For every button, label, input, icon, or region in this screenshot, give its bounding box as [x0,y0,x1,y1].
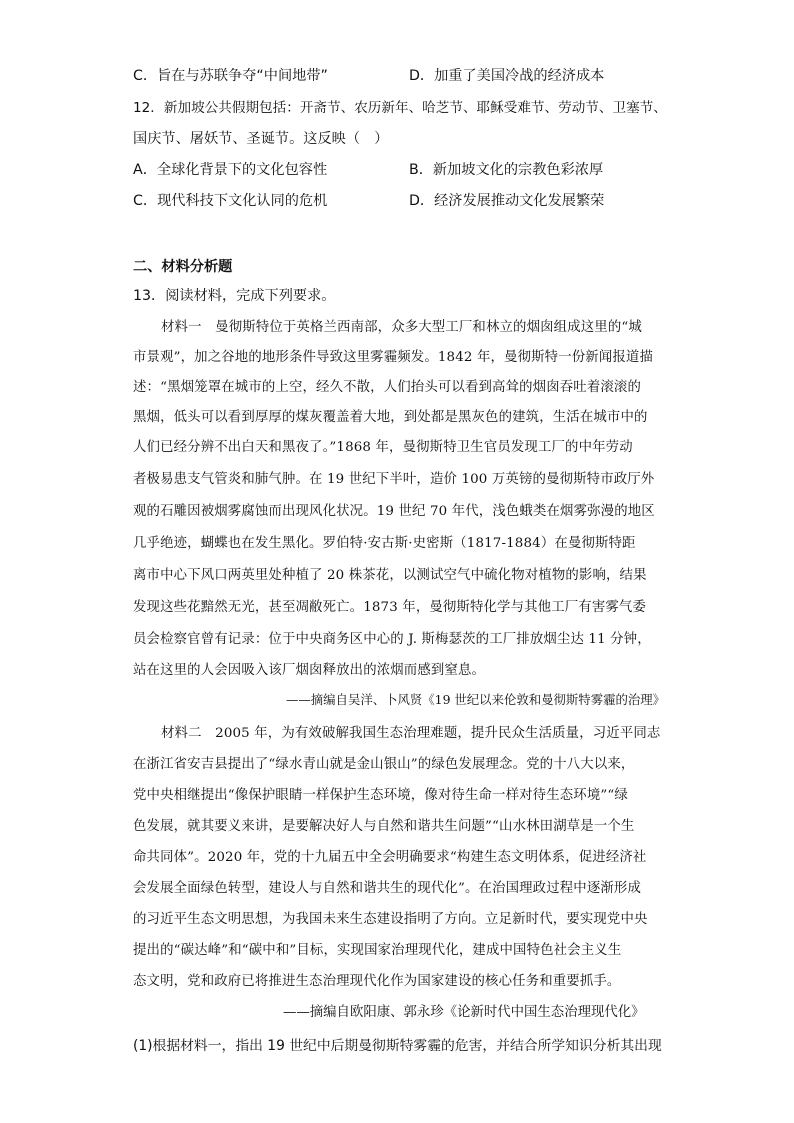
material1-line: 离市中心下风口两英里处种植了 20 株茶花，以测试空气中硫化物对植物的影响，结果 [133,568,647,583]
q11-option-c: C．旨在与苏联争夺“中间地带” [133,68,328,84]
section-title: 二、材料分析题 [133,259,233,275]
q13-subquestion-1: (1)根据材料一，指出 19 世纪中后期曼彻斯特雾霾的危害，并结合所学知识分析其出现 [133,1038,662,1054]
material1-source: ——摘编自吴洋、卜风贤《19 世纪以来伦敦和曼彻斯特雾霾的治理》 [286,692,666,707]
q12-stem-line-1: 12．新加坡公共假期包括：开斋节、农历新年、哈芝节、耶稣受难节、劳动节、卫塞节、 [133,100,667,116]
material1-line: 者极易患支气管炎和肺气肿。在 19 世纪下半叶，造价 100 万英镑的曼彻斯特市政厅外 [133,472,655,487]
q12-option-a: A．全球化背景下的文化包容性 [133,162,328,178]
q11-option-d: D．加重了美国冷战的经济成本 [409,68,605,84]
material2-line: 态文明，党和政府已将推进生态治理现代化作为国家建设的核心任务和重要抓手。 [133,974,621,989]
material2-line: 提出的“碳达峰”和“碳中和”目标，实现国家治理现代化，建成中国特色社会主义生 [133,943,622,958]
material2-line: 色发展，就其要义来讲，是要解决好人与自然和谐共生问题”“山水林田湖草是一个生 [133,819,635,834]
material1-line: 站在这里的人会因吸入该厂烟囱释放出的浓烟而感到窒息。 [133,663,486,678]
material2-line: 材料二 2005 年，为有效破解我国生态治理难题，提升民众生活质量，习近平同志 [161,726,661,741]
q12-stem-line-2: 国庆节、屠妖节、圣诞节。这反映（ ） [133,131,389,147]
material1-line: 员会检察官曾有记录：位于中央商务区中心的 J. 斯梅瑟茨的工厂排放烟尘达 11 分钟， [133,632,651,647]
q12-option-c: C．现代科技下文化认同的危机 [133,193,328,209]
material1-line: 发现这些花黯然无光，甚至凋敝死亡。1873 年，曼彻斯特化学与其他工厂有害雾气委 [133,600,647,615]
q13-stem: 13．阅读材料，完成下列要求。 [133,288,336,304]
material2-line: 在浙江省安吉县提出了“绿水青山就是金山银山”的绿色发展理念。党的十八大以来， [133,757,635,772]
q12-option-d: D．经济发展推动文化发展繁荣 [409,193,605,209]
material1-line: 市景观”，加之谷地的地形条件导致这里雾霾频发。1842 年，曼彻斯特一份新闻报道描 [133,350,653,365]
material1-line: 述：“黑烟笼罩在城市的上空，经久不散，人们抬头可以看到高耸的烟囱吞吐着滚滚的 [133,380,641,395]
material1-line: 人们已经分辨不出白天和黑夜了。”1868 年，曼彻斯特卫生官员发现工厂的中年劳动 [133,440,633,455]
material2-line: 党中央相继提出“像保护眼睛一样保护生态环境，像对待生命一样对待生态环境”“绿 [133,788,628,803]
material1-line: 观的石雕因被烟雾腐蚀而出现风化状况。19 世纪 70 年代，浅色蛾类在烟雾弥漫的地区 [133,504,655,519]
material2-line: 会发展全面绿色转型，建设人与自然和谐共生的现代化”。在治国理政过程中逐渐形成 [133,881,641,896]
material1-line: 黑烟，低头可以看到厚厚的煤灰覆盖着大地，到处都是黑灰色的建筑，生活在城市中的 [133,410,648,425]
material2-source: ——摘编自欧阳康、郭永珍《论新时代中国生态治理现代化》 [283,1005,645,1020]
q12-option-b: B．新加坡文化的宗教色彩浓厚 [409,162,604,178]
material2-line: 命共同体”。2020 年，党的十九届五中全会明确要求“构建生态文明体系，促进经济社 [133,850,647,865]
material2-line: 的习近平生态文明思想，为我国未来生态建设指明了方向。立足新时代，要实现党中央 [133,912,648,927]
material1-line: 几乎绝迹，蝴蝶也在发生黑化。罗伯特·安古斯·史密斯（1817-1884）在曼彻斯特距 [133,536,636,551]
material1-line: 材料一 曼彻斯特位于英格兰西南部，众多大型工厂和林立的烟囱组成这里的“城 [161,320,642,335]
